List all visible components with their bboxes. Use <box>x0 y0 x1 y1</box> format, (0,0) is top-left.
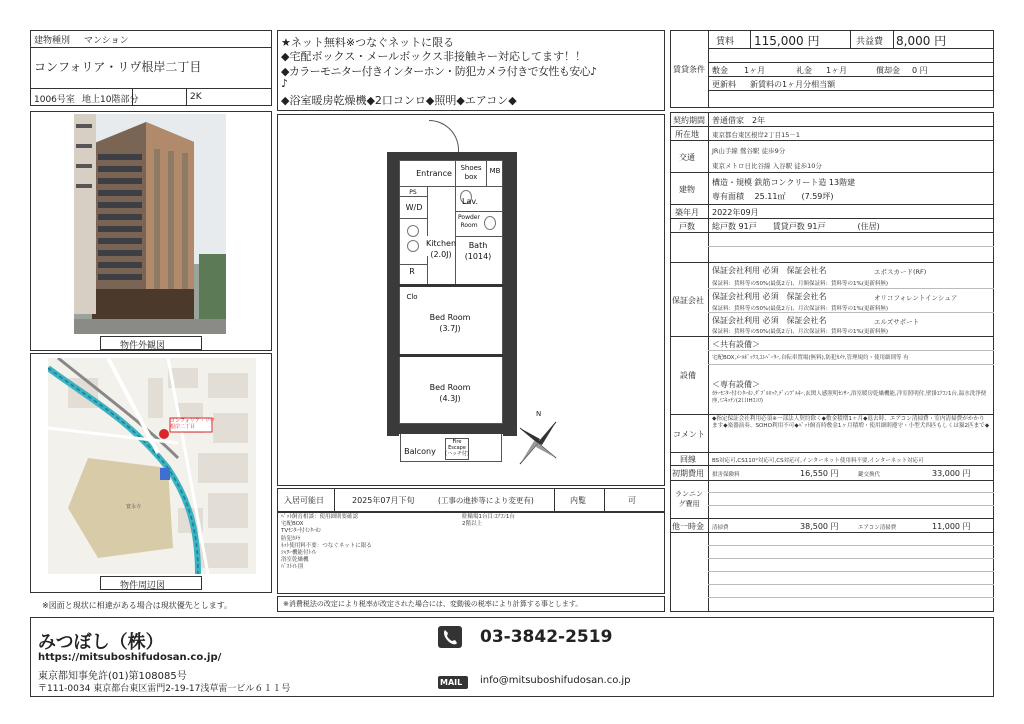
renew-value: 新賃料の1ヶ月分相当額 <box>750 80 836 89</box>
comment-label: コメント <box>673 430 705 439</box>
guarantee-name-1: エポスカード(RF) <box>874 268 927 276</box>
running-label: ランニング費用 <box>675 490 703 508</box>
building-photo <box>74 114 226 334</box>
compass-icon <box>516 418 560 468</box>
availability-value: 2025年07月下旬 <box>352 496 415 505</box>
email-address[interactable]: info@mitsuboshifudosan.co.jp <box>480 675 631 686</box>
initial-label: 初期費用 <box>672 469 704 478</box>
feature-item: 宅配BOX <box>281 521 304 528</box>
kyoeki-value: 8,000 円 <box>896 34 947 48</box>
units-label: 戸数 <box>679 222 695 231</box>
disclaimer: ※図面と現状に相違がある場合は現状優先とします。 <box>42 601 233 610</box>
rei-value: 1ヶ月 <box>826 66 848 75</box>
contract-label: 契約期間 <box>673 116 705 125</box>
initial-item-1: 損害保険料 <box>712 472 740 478</box>
features-left <box>281 514 461 572</box>
built-value: 2022年09月 <box>712 208 759 217</box>
comment-text: ◆指定保証会社利用必須※一部法人契約除く◆敷金積増1ヶ月◆退去時、エアコン清掃費・室内清掃費がかかります◆楽器演奏、SOHO利用不可◆ﾍﾟｯﾄ飼育時敷金1ヶ月積増・使用細則遵守・小型犬四匹もしくは猫2匹まで◆ <box>712 416 990 429</box>
shiki-value: 1ヶ月 <box>744 66 766 75</box>
fp-mb: MB <box>489 167 501 175</box>
map-building-label: コンフォリア・リヴ 根岸二丁目 <box>170 418 215 430</box>
map-caption: 物件周辺図 <box>120 581 166 591</box>
guarantee-head-3: 保証会社利用 必須 保証会社名 <box>712 316 827 325</box>
floor-info: 地上10階部分 <box>82 95 139 105</box>
phone-number[interactable]: 03-3842-2519 <box>480 627 613 647</box>
onetime-item-1: 清掃費 <box>712 525 729 531</box>
fp-balcony: Balcony <box>404 447 436 456</box>
layout-type: 2K <box>190 92 202 102</box>
rei-label: 礼金 <box>796 66 812 75</box>
equipment-common-head: ＜共有設備＞ <box>712 340 760 349</box>
tax-note: ※消費税法の改定により税率が改定された場合には、変動後の税率により計算する事とします。 <box>283 600 583 608</box>
guarantee-note-1: 保証料：賃料等の50%(最低2万)、月額保証料：賃料等の1%(更新料無) <box>712 281 889 287</box>
fp-bedroom-1: Bed Room (3.7J) <box>429 313 471 333</box>
fp-powder: Powder Room <box>458 214 480 229</box>
guarantee-note-2: 保証料：賃料等の50%(最低2万)、月次保証料：賃料等の1%(更新料無) <box>712 306 889 312</box>
kyoeki-label: 共益費 <box>856 37 884 47</box>
viewing-label: 内覧 <box>570 496 586 505</box>
building-name: コンフォリア・リヴ根岸二丁目 <box>34 60 202 74</box>
guarantee-head-2: 保証会社利用 必須 保証会社名 <box>712 292 827 301</box>
fp-ps: PS <box>409 189 417 196</box>
shokyaku-label: 償却金 <box>876 66 900 75</box>
fp-wd: W/D <box>405 203 423 212</box>
address-label: 所在地 <box>675 130 699 139</box>
onetime-label: 他一時金 <box>672 522 704 531</box>
initial-value-1: 16,550 円 <box>800 469 839 478</box>
units-value: 総戸数 91戸 賃貸戸数 91戸 (住居) <box>712 222 880 231</box>
renew-label: 更新料 <box>712 80 736 89</box>
shokyaku-value: 0 円 <box>912 66 928 75</box>
room-number: 1006号室 <box>34 95 75 105</box>
transport-line-1: JR山手線 鶯谷駅 徒歩9分 <box>712 147 786 155</box>
photo-caption: 物件外観図 <box>120 341 166 351</box>
initial-value-2: 33,000 円 <box>932 469 971 478</box>
license-number: 東京都知事免許(01)第108085号 <box>38 671 187 682</box>
rent-value: 115,000 円 <box>754 34 820 48</box>
rent-label: 賃料 <box>716 37 735 47</box>
feature-item: ｼｬﾜｰ機能付ﾄｲﾚ <box>281 550 317 557</box>
type-value: マンション <box>84 36 129 46</box>
feature-item: 駐輪場1台目:ｴｱｺﾝ1台 <box>462 514 515 520</box>
mail-tag: MAIL <box>440 678 463 687</box>
area-map <box>48 358 256 574</box>
svg-text:寛永寺: 寛永寺 <box>126 504 142 510</box>
promo-line-1: ★ネット無料※つなぐネットに限る <box>281 36 455 49</box>
transport-label: 交通 <box>679 153 695 162</box>
feature-item: ﾍﾟｯﾄ飼育相談：使用細則要確認 <box>281 514 359 520</box>
onetime-value-1: 38,500 円 <box>800 522 839 531</box>
line-label: 回線 <box>680 455 696 464</box>
equipment-common: 宅配BOX,ﾒｰﾙﾎﾞｯｸｽ,ｴﾚﾍﾞｰﾀｰ,自転車置場(無料),防犯ｶﾒﾗ,管理規約・使用細則等 有 <box>712 355 909 361</box>
built-label: 築年月 <box>675 208 699 217</box>
feature-item: 2階以上 <box>462 521 482 528</box>
type-label: 建物種別 <box>34 36 71 46</box>
fp-kitchen: Kitchen (2.0J) <box>425 239 457 259</box>
transport-line-2: 東京メトロ日比谷線 入谷駅 徒歩10分 <box>712 162 822 170</box>
fp-r: R <box>409 267 415 276</box>
guarantee-name-3: エルズサポート <box>874 318 920 326</box>
guarantee-label: 保証会社 <box>672 296 704 305</box>
features-right <box>462 514 612 528</box>
onetime-item-2: エアコン清掃費 <box>858 525 897 531</box>
phone-icon <box>438 626 462 648</box>
building-structure: 構造・規模 鉄筋コンクリート造 13階建 <box>712 178 856 187</box>
address-value: 東京都台東区根岸2丁目15－1 <box>712 131 801 139</box>
company-name: みつぼし（株） <box>38 632 164 653</box>
feature-item: ﾊﾞｽﾄｲﾚ別 <box>281 564 304 571</box>
fp-bedroom-2: Bed Room (4.3J) <box>429 383 471 403</box>
promo-line-3: ◆カラーモニター付きインターホン・防犯カメラ付きで女性も安心♪ <box>281 65 597 78</box>
fp-lav: Lav. <box>461 197 478 206</box>
company-url[interactable]: https://mitsuboshifudosan.co.jp/ <box>38 652 222 663</box>
guarantee-note-3: 保証料：賃料等の50%(最低2万)、月次保証料：賃料等の1%(更新料無) <box>712 329 889 335</box>
contract-value: 普通借家 2年 <box>712 116 766 125</box>
fp-clo: Clo <box>406 293 418 301</box>
building-label: 建物 <box>679 185 695 194</box>
company-address: 〒111-0034 東京都台東区雷門2-19-17浅草雷一ビル６１１号 <box>38 684 291 694</box>
viewing-value: 可 <box>628 496 636 505</box>
building-area: 専有面積 25.11㎡ (7.59坪) <box>712 192 834 201</box>
guarantee-name-2: オリコフォレントインシュア <box>874 294 958 302</box>
fp-entrance: Entrance <box>416 169 452 178</box>
feature-item: ﾈｯﾄ使用料不要：つなぐネットに限る <box>281 542 372 549</box>
feature-item: 浴室乾燥機 <box>281 557 309 564</box>
guarantee-head-1: 保証会社利用 必須 保証会社名 <box>712 266 827 275</box>
initial-item-2: 鍵交換代 <box>858 472 881 478</box>
equipment-private: ｶﾗｰﾓﾆﾀｰ付ｲﾝﾀｰﾎﾝ,ﾀﾞﾌﾞﾙﾛｯｸ,ﾃﾞｨﾝﾌﾟﾙｷｰ,玄関人感照明ｾﾝｻｰ,浴室暖房乾燥機能,洋室照明付,壁掛ｴｱｺﾝ1台,温水洗浄便座,ﾐﾆｷｯﾁﾝ(2口IHｺﾝﾛ) <box>712 391 987 404</box>
promo-line-2: ◆宅配ボックス・メールボックス非接触キー対応してます！！ <box>281 50 587 63</box>
availability-label: 入居可能日 <box>284 496 324 505</box>
feature-item: TVﾓﾆﾀｰ付ｲﾝﾀｰﾎﾝ <box>281 528 322 535</box>
equipment-private-head: ＜専有設備＞ <box>712 380 760 389</box>
onetime-value-2: 11,000 円 <box>932 522 971 531</box>
fp-shoes-box: Shoes box <box>460 164 482 181</box>
fp-bath: Bath (1014) <box>464 241 492 261</box>
equipment-label: 設備 <box>680 371 696 380</box>
availability-note: (工事の進捗等により変更有) <box>438 496 534 505</box>
promo-line-4: ◆浴室暖房乾燥機◆2口コンロ◆照明◆エアコン◆ <box>281 94 517 107</box>
line-value: BS対応可,CS110°対応可,CS対応可,インターネット使用料不要,インターネット対応可 <box>712 458 924 464</box>
fp-fire-escape: Fire Escape (ハッチ付) <box>445 439 469 457</box>
shiki-label: 敷金 <box>712 66 728 75</box>
compass-label: N <box>536 410 542 418</box>
rent-conditions-label: 賃貸条件 <box>673 65 705 74</box>
promo-line-3b: ♪ <box>281 77 289 90</box>
feature-item: 防犯ｶﾒﾗ <box>281 535 301 542</box>
